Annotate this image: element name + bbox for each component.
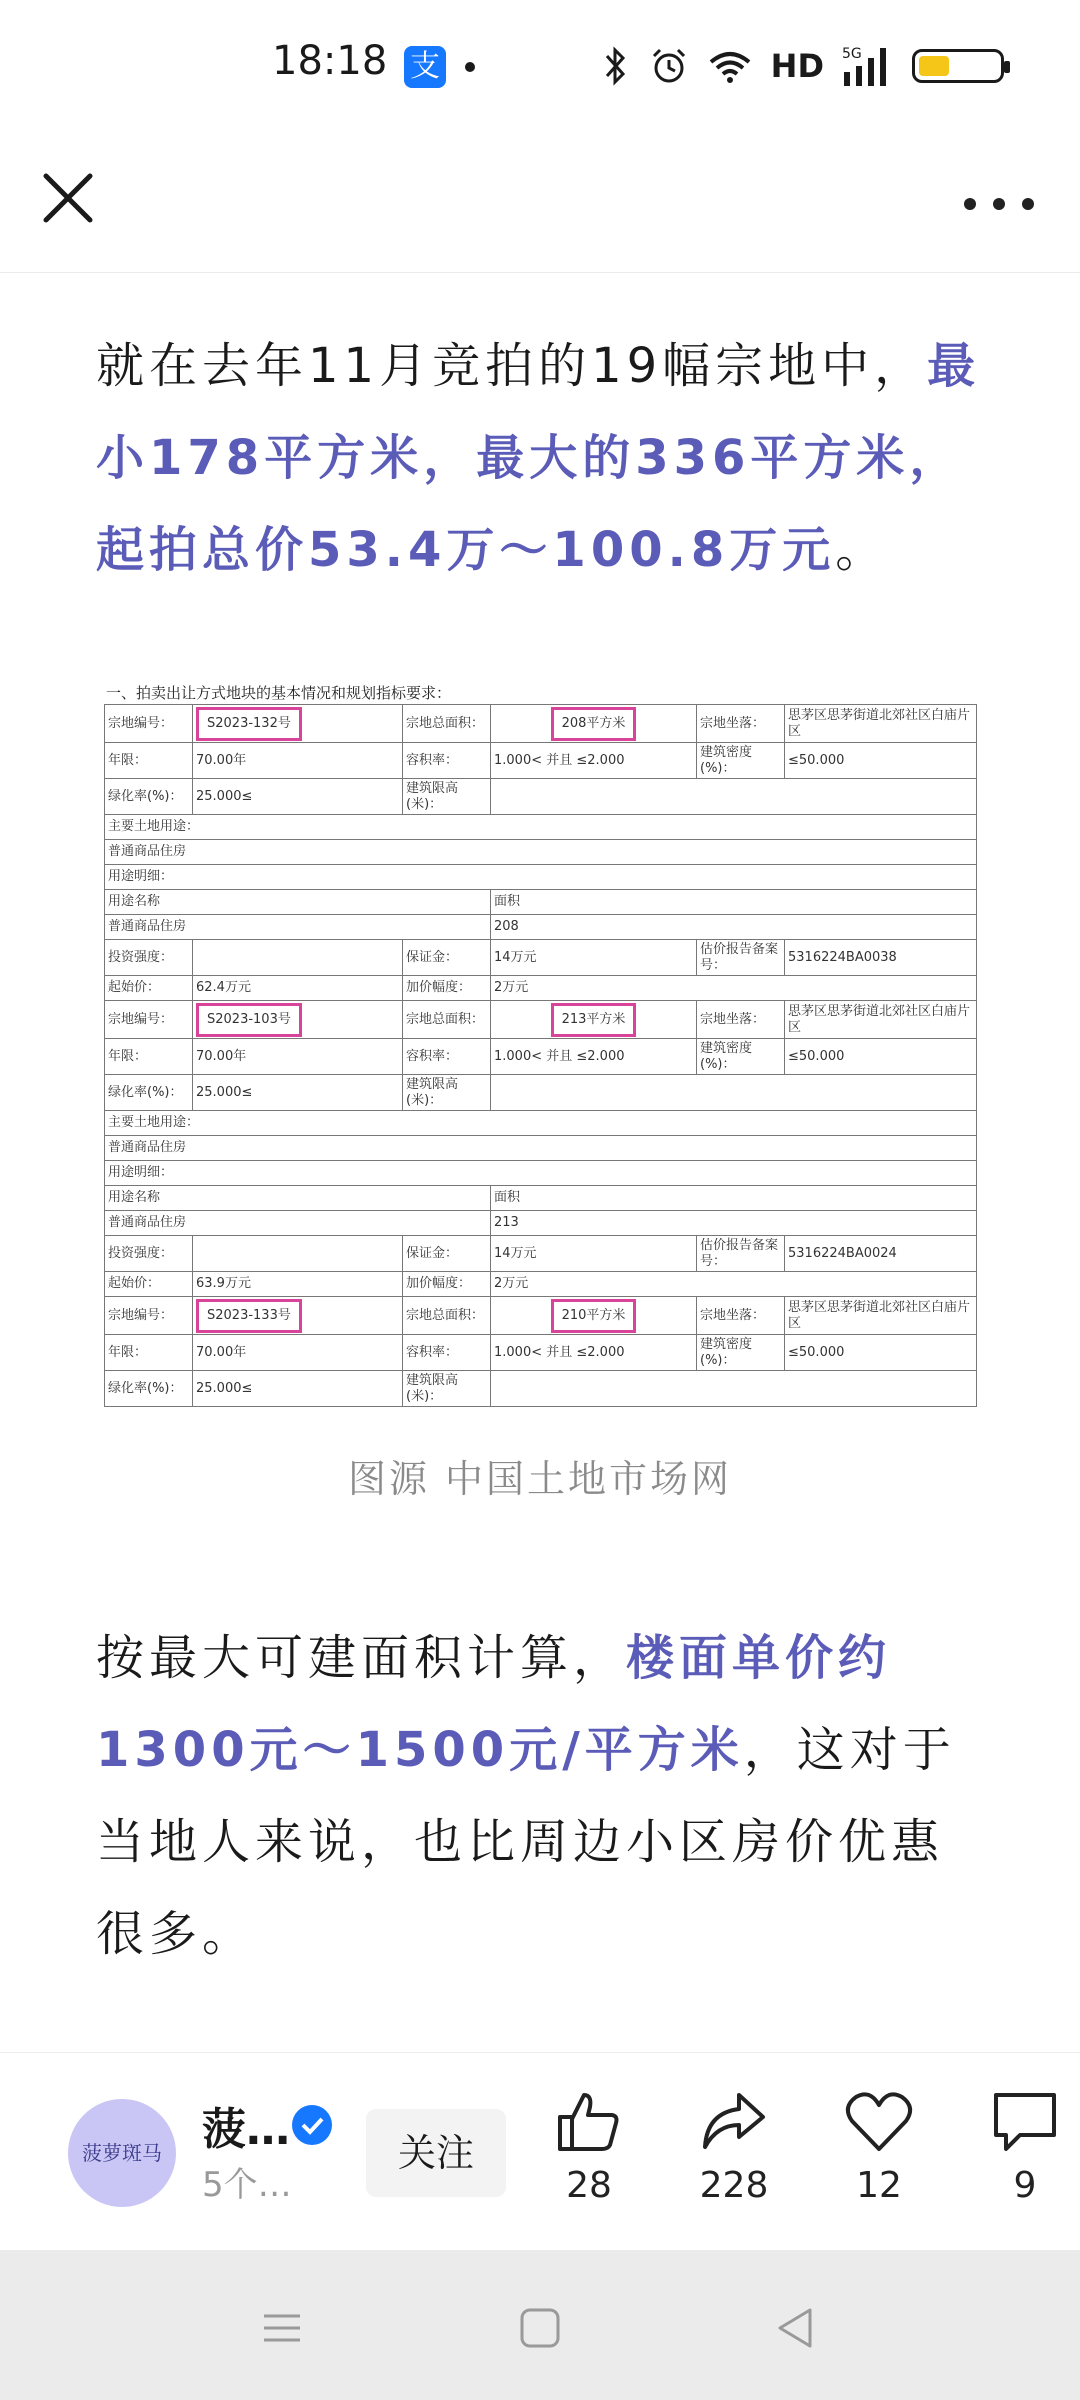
parcel-id: S2023-132号 [207, 715, 291, 731]
table-row [105, 779, 977, 815]
table-cell: 用途名称 [108, 894, 161, 909]
bottom-action-bar [0, 2052, 1080, 2251]
table-cell [105, 815, 977, 840]
parcel-id: S2023-103号 [207, 1011, 291, 1027]
table-row [105, 1111, 977, 1136]
table-cell: 年限： [108, 1344, 148, 1360]
table-cell [105, 976, 193, 1001]
table-cell [105, 743, 193, 779]
doc-caption: 一、拍卖出让方式地块的基本情况和规划指标要求： [106, 684, 452, 702]
thumbs-up-icon [554, 2089, 624, 2155]
status-time: 18:18 [272, 38, 388, 84]
table-cell: 宗地坐落： [700, 1307, 766, 1323]
table-cell [491, 1211, 977, 1236]
table-cell [697, 743, 785, 779]
table-cell [697, 1039, 785, 1075]
table-cell: 思茅区思茅街道北郊社区白庙片区 [788, 1003, 971, 1035]
table-cell [491, 915, 977, 940]
close-icon[interactable] [36, 166, 100, 230]
table-cell [193, 1075, 403, 1111]
table-cell [105, 1211, 491, 1236]
like-count: 28 [566, 2165, 612, 2206]
table-cell [105, 1075, 193, 1111]
table-cell: 起始价： [108, 980, 161, 995]
table-cell [785, 1039, 977, 1075]
table-cell: 25.000≤ [196, 1084, 253, 1100]
table-cell [403, 1001, 491, 1039]
comment-count: 9 [1013, 2165, 1037, 2206]
highlight-box [551, 707, 637, 741]
signal-icon [842, 44, 894, 88]
table-cell [105, 705, 193, 743]
table-cell [491, 705, 697, 743]
table-cell: 估价报告备案号： [700, 1237, 779, 1269]
table-cell: 70.00年 [196, 1048, 247, 1064]
parcel-id: S2023-133号 [207, 1307, 291, 1323]
svg-text:5G: 5G [842, 46, 862, 62]
table-cell: 宗地编号： [108, 715, 174, 731]
table-cell: 保证金： [406, 1245, 459, 1261]
favorite-count: 12 [856, 2165, 902, 2206]
table-cell [105, 1297, 193, 1335]
table-cell: 70.00年 [196, 1344, 247, 1360]
table-row [105, 1186, 977, 1211]
table-cell: 25.000≤ [196, 788, 253, 804]
table-cell [105, 890, 491, 915]
table-cell [491, 1186, 977, 1211]
table-cell [491, 890, 977, 915]
table-cell: 主要土地用途： [108, 819, 200, 834]
table-cell [491, 940, 697, 976]
table-cell [785, 743, 977, 779]
highlight-box [196, 1299, 302, 1333]
table-cell: 估价报告备案号： [700, 941, 779, 973]
land-auction-table-image[interactable] [104, 682, 976, 1424]
table-cell [105, 915, 491, 940]
table-row [105, 1236, 977, 1272]
table-cell: 建筑密度(%)： [700, 1336, 753, 1368]
table-cell [697, 1297, 785, 1335]
table-cell: 2万元 [494, 1276, 529, 1291]
table-cell [785, 705, 977, 743]
table-cell: 1.000< 并且 ≤2.000 [494, 752, 625, 768]
table-cell: 年限： [108, 1048, 148, 1064]
table-cell [491, 1236, 697, 1272]
table-row [105, 1371, 977, 1407]
like-button[interactable] [534, 2089, 644, 2206]
table-cell [697, 1236, 785, 1272]
back-icon[interactable] [766, 2298, 826, 2358]
heart-icon [844, 2089, 914, 2155]
menu-icon[interactable] [252, 2298, 312, 2358]
wifi-icon [707, 46, 753, 86]
table-cell: 25.000≤ [196, 1380, 253, 1396]
table-cell [105, 1001, 193, 1039]
battery-icon [912, 49, 1004, 83]
table-cell: 62.4万元 [196, 980, 251, 995]
table-row [105, 1297, 977, 1335]
table-cell [403, 1075, 491, 1111]
table-cell [697, 940, 785, 976]
favorite-button[interactable] [824, 2089, 934, 2206]
table-cell: 投资强度： [108, 1245, 174, 1261]
table-cell [193, 1335, 403, 1371]
table-cell: 思茅区思茅街道北郊社区白庙片区 [788, 1299, 971, 1331]
table-cell: 绿化率(%)： [108, 1380, 183, 1396]
share-icon [699, 2089, 769, 2155]
table-cell: 主要土地用途： [108, 1115, 200, 1130]
home-icon[interactable] [510, 2298, 570, 2358]
table-cell [403, 940, 491, 976]
table-cell: 用途名称 [108, 1190, 161, 1205]
table-cell [403, 1272, 491, 1297]
table-cell [491, 1001, 697, 1039]
notification-dot-icon [465, 62, 475, 72]
table-cell [105, 1111, 977, 1136]
table-cell [105, 779, 193, 815]
table-cell [785, 1001, 977, 1039]
table-cell [491, 1075, 977, 1111]
table-cell [193, 743, 403, 779]
table-cell [193, 1039, 403, 1075]
table-cell: 用途明细： [108, 869, 174, 884]
table-cell: ≤50.000 [788, 1344, 845, 1360]
table-cell [105, 865, 977, 890]
paragraph-text: 按最大可建面积计算， [96, 1630, 627, 1686]
table-cell: 普通商品住房 [108, 919, 187, 934]
highlight-text: 最小178平方米，最大的336平方米，起拍总价53.4万～100.8万元 [96, 338, 981, 578]
table-cell [403, 1371, 491, 1407]
table-cell [785, 1297, 977, 1335]
parcel-area: 213平方米 [561, 1011, 626, 1027]
follow-button[interactable]: 关注 [366, 2109, 506, 2197]
table-cell: 思茅区思茅街道北郊社区白庙片区 [788, 707, 971, 739]
paragraph-text: ，这对于当地人来说，也比周边小区房价优惠很多。 [96, 1722, 956, 1962]
table-cell [193, 1297, 403, 1335]
table-row [105, 1039, 977, 1075]
status-bar [0, 0, 1080, 136]
table-cell: 建筑限高(米)： [406, 1076, 459, 1108]
comment-button[interactable] [970, 2089, 1080, 2206]
table-cell: 2万元 [494, 980, 529, 995]
status-icons [601, 44, 1004, 88]
table-cell: 绿化率(%)： [108, 788, 183, 804]
table-cell: 普通商品住房 [108, 844, 187, 859]
avatar[interactable]: 菠萝斑马 [68, 2099, 176, 2207]
verified-icon [292, 2105, 332, 2145]
table-row [105, 1272, 977, 1297]
table-cell [491, 1297, 697, 1335]
table-row [105, 815, 977, 840]
table-cell: 面积 [494, 1190, 521, 1205]
comment-icon [990, 2089, 1060, 2155]
paragraph-text: 。 [835, 522, 889, 578]
paragraph-text: 就在去年11月竞拍的19幅宗地中， [96, 338, 928, 394]
table-row [105, 915, 977, 940]
table-cell: 5316224BA0024 [788, 1245, 897, 1261]
table-cell [193, 976, 403, 1001]
share-button[interactable] [679, 2089, 789, 2206]
table-cell: 14万元 [494, 949, 537, 965]
table-cell [785, 1236, 977, 1272]
table-cell [697, 705, 785, 743]
table-cell [785, 1335, 977, 1371]
table-cell: ≤50.000 [788, 752, 845, 768]
table-cell [193, 1272, 403, 1297]
highlight-box [196, 1003, 302, 1037]
article-paragraph-1 [96, 320, 984, 596]
table-cell [403, 1297, 491, 1335]
table-cell [105, 1186, 491, 1211]
parcel-area: 208平方米 [561, 715, 626, 731]
table-cell [105, 940, 193, 976]
highlight-text: 楼面单价约1300元～1500元/平方米 [96, 1630, 892, 1778]
table-cell [491, 1371, 977, 1407]
table-cell: 用途明细： [108, 1165, 174, 1180]
table-row [105, 840, 977, 865]
table-cell: 建筑限高(米)： [406, 780, 459, 812]
table-cell: 宗地总面积： [406, 1011, 485, 1027]
table-cell [491, 1039, 697, 1075]
highlight-box [551, 1003, 637, 1037]
table-row [105, 1335, 977, 1371]
table-cell [697, 1001, 785, 1039]
table-cell [491, 976, 977, 1001]
table-cell: 63.9万元 [196, 1276, 251, 1291]
table-cell: 宗地坐落： [700, 1011, 766, 1027]
table-cell [105, 1039, 193, 1075]
table-cell [403, 1039, 491, 1075]
table-cell [105, 1236, 193, 1272]
table-cell [403, 779, 491, 815]
table-cell [193, 1001, 403, 1039]
table-cell [403, 1335, 491, 1371]
table-cell: 宗地编号： [108, 1307, 174, 1323]
alipay-icon: 支 [404, 46, 446, 88]
table-cell: 1.000< 并且 ≤2.000 [494, 1344, 625, 1360]
table-cell: 年限： [108, 752, 148, 768]
more-icon[interactable] [964, 194, 1034, 214]
table-row [105, 940, 977, 976]
table-cell: 绿化率(%)： [108, 1084, 183, 1100]
table-cell: 宗地编号： [108, 1011, 174, 1027]
share-count: 228 [699, 2165, 769, 2206]
table-cell: 70.00年 [196, 752, 247, 768]
table-cell [105, 840, 977, 865]
table-cell [697, 1335, 785, 1371]
table-row [105, 1001, 977, 1039]
table-cell: 起始价： [108, 1276, 161, 1291]
table-cell: 213 [494, 1215, 519, 1230]
table-cell [105, 1335, 193, 1371]
table-cell [491, 1272, 977, 1297]
table-cell: 容积率： [406, 1048, 459, 1064]
table-cell: 普通商品住房 [108, 1215, 187, 1230]
parcel-area: 210平方米 [561, 1307, 626, 1323]
table-cell [193, 779, 403, 815]
table-cell [785, 940, 977, 976]
table-cell [491, 743, 697, 779]
table-cell: 宗地坐落： [700, 715, 766, 731]
table-cell: 投资强度： [108, 949, 174, 965]
table-cell: 208 [494, 919, 519, 934]
top-bar [0, 136, 1080, 273]
table-cell: 保证金： [406, 949, 459, 965]
table-cell [105, 1161, 977, 1186]
table-cell: 1.000< 并且 ≤2.000 [494, 1048, 625, 1064]
table-cell [403, 743, 491, 779]
highlight-box [196, 707, 302, 741]
table-cell: 建筑限高(米)： [406, 1372, 459, 1404]
table-cell [403, 1236, 491, 1272]
table-cell: 宗地总面积： [406, 715, 485, 731]
table-cell: 普通商品住房 [108, 1140, 187, 1155]
table-cell: 宗地总面积： [406, 1307, 485, 1323]
article-paragraph-2 [96, 1612, 984, 1980]
table-cell [491, 779, 977, 815]
table-cell [193, 705, 403, 743]
table-row [105, 1136, 977, 1161]
author-name[interactable]: 菠… [202, 2104, 290, 2155]
table-row [105, 890, 977, 915]
table-cell: ≤50.000 [788, 1048, 845, 1064]
table-cell: 容积率： [406, 752, 459, 768]
system-nav-bar [0, 2250, 1080, 2400]
image-source-caption: 图源 中国土地市场网 [347, 1457, 733, 1501]
follower-count: 5个… [202, 2165, 292, 2205]
table-cell: 建筑密度(%)： [700, 744, 753, 776]
table-row [105, 865, 977, 890]
bluetooth-icon [601, 46, 631, 86]
table-cell [403, 976, 491, 1001]
table-cell [403, 705, 491, 743]
table-row [105, 1211, 977, 1236]
table-cell [105, 1371, 193, 1407]
highlight-box [551, 1299, 637, 1333]
table-cell: 建筑密度(%)： [700, 1040, 753, 1072]
table-cell: 加价幅度： [406, 1276, 472, 1291]
table-cell: 5316224BA0038 [788, 949, 897, 965]
table-cell [105, 1272, 193, 1297]
table-cell [105, 1136, 977, 1161]
table-cell: 14万元 [494, 1245, 537, 1261]
table-row [105, 705, 977, 743]
table-row [105, 976, 977, 1001]
table-row [105, 1161, 977, 1186]
alarm-icon [649, 46, 689, 86]
table-cell: 容积率： [406, 1344, 459, 1360]
table-row [105, 1075, 977, 1111]
parcel-table [104, 704, 977, 1407]
table-cell [193, 940, 403, 976]
table-cell: 加价幅度： [406, 980, 472, 995]
table-row [105, 743, 977, 779]
table-cell [491, 1335, 697, 1371]
table-cell: 面积 [494, 894, 521, 909]
table-cell [193, 1371, 403, 1407]
table-cell [193, 1236, 403, 1272]
hd-indicator: HD [770, 47, 824, 85]
